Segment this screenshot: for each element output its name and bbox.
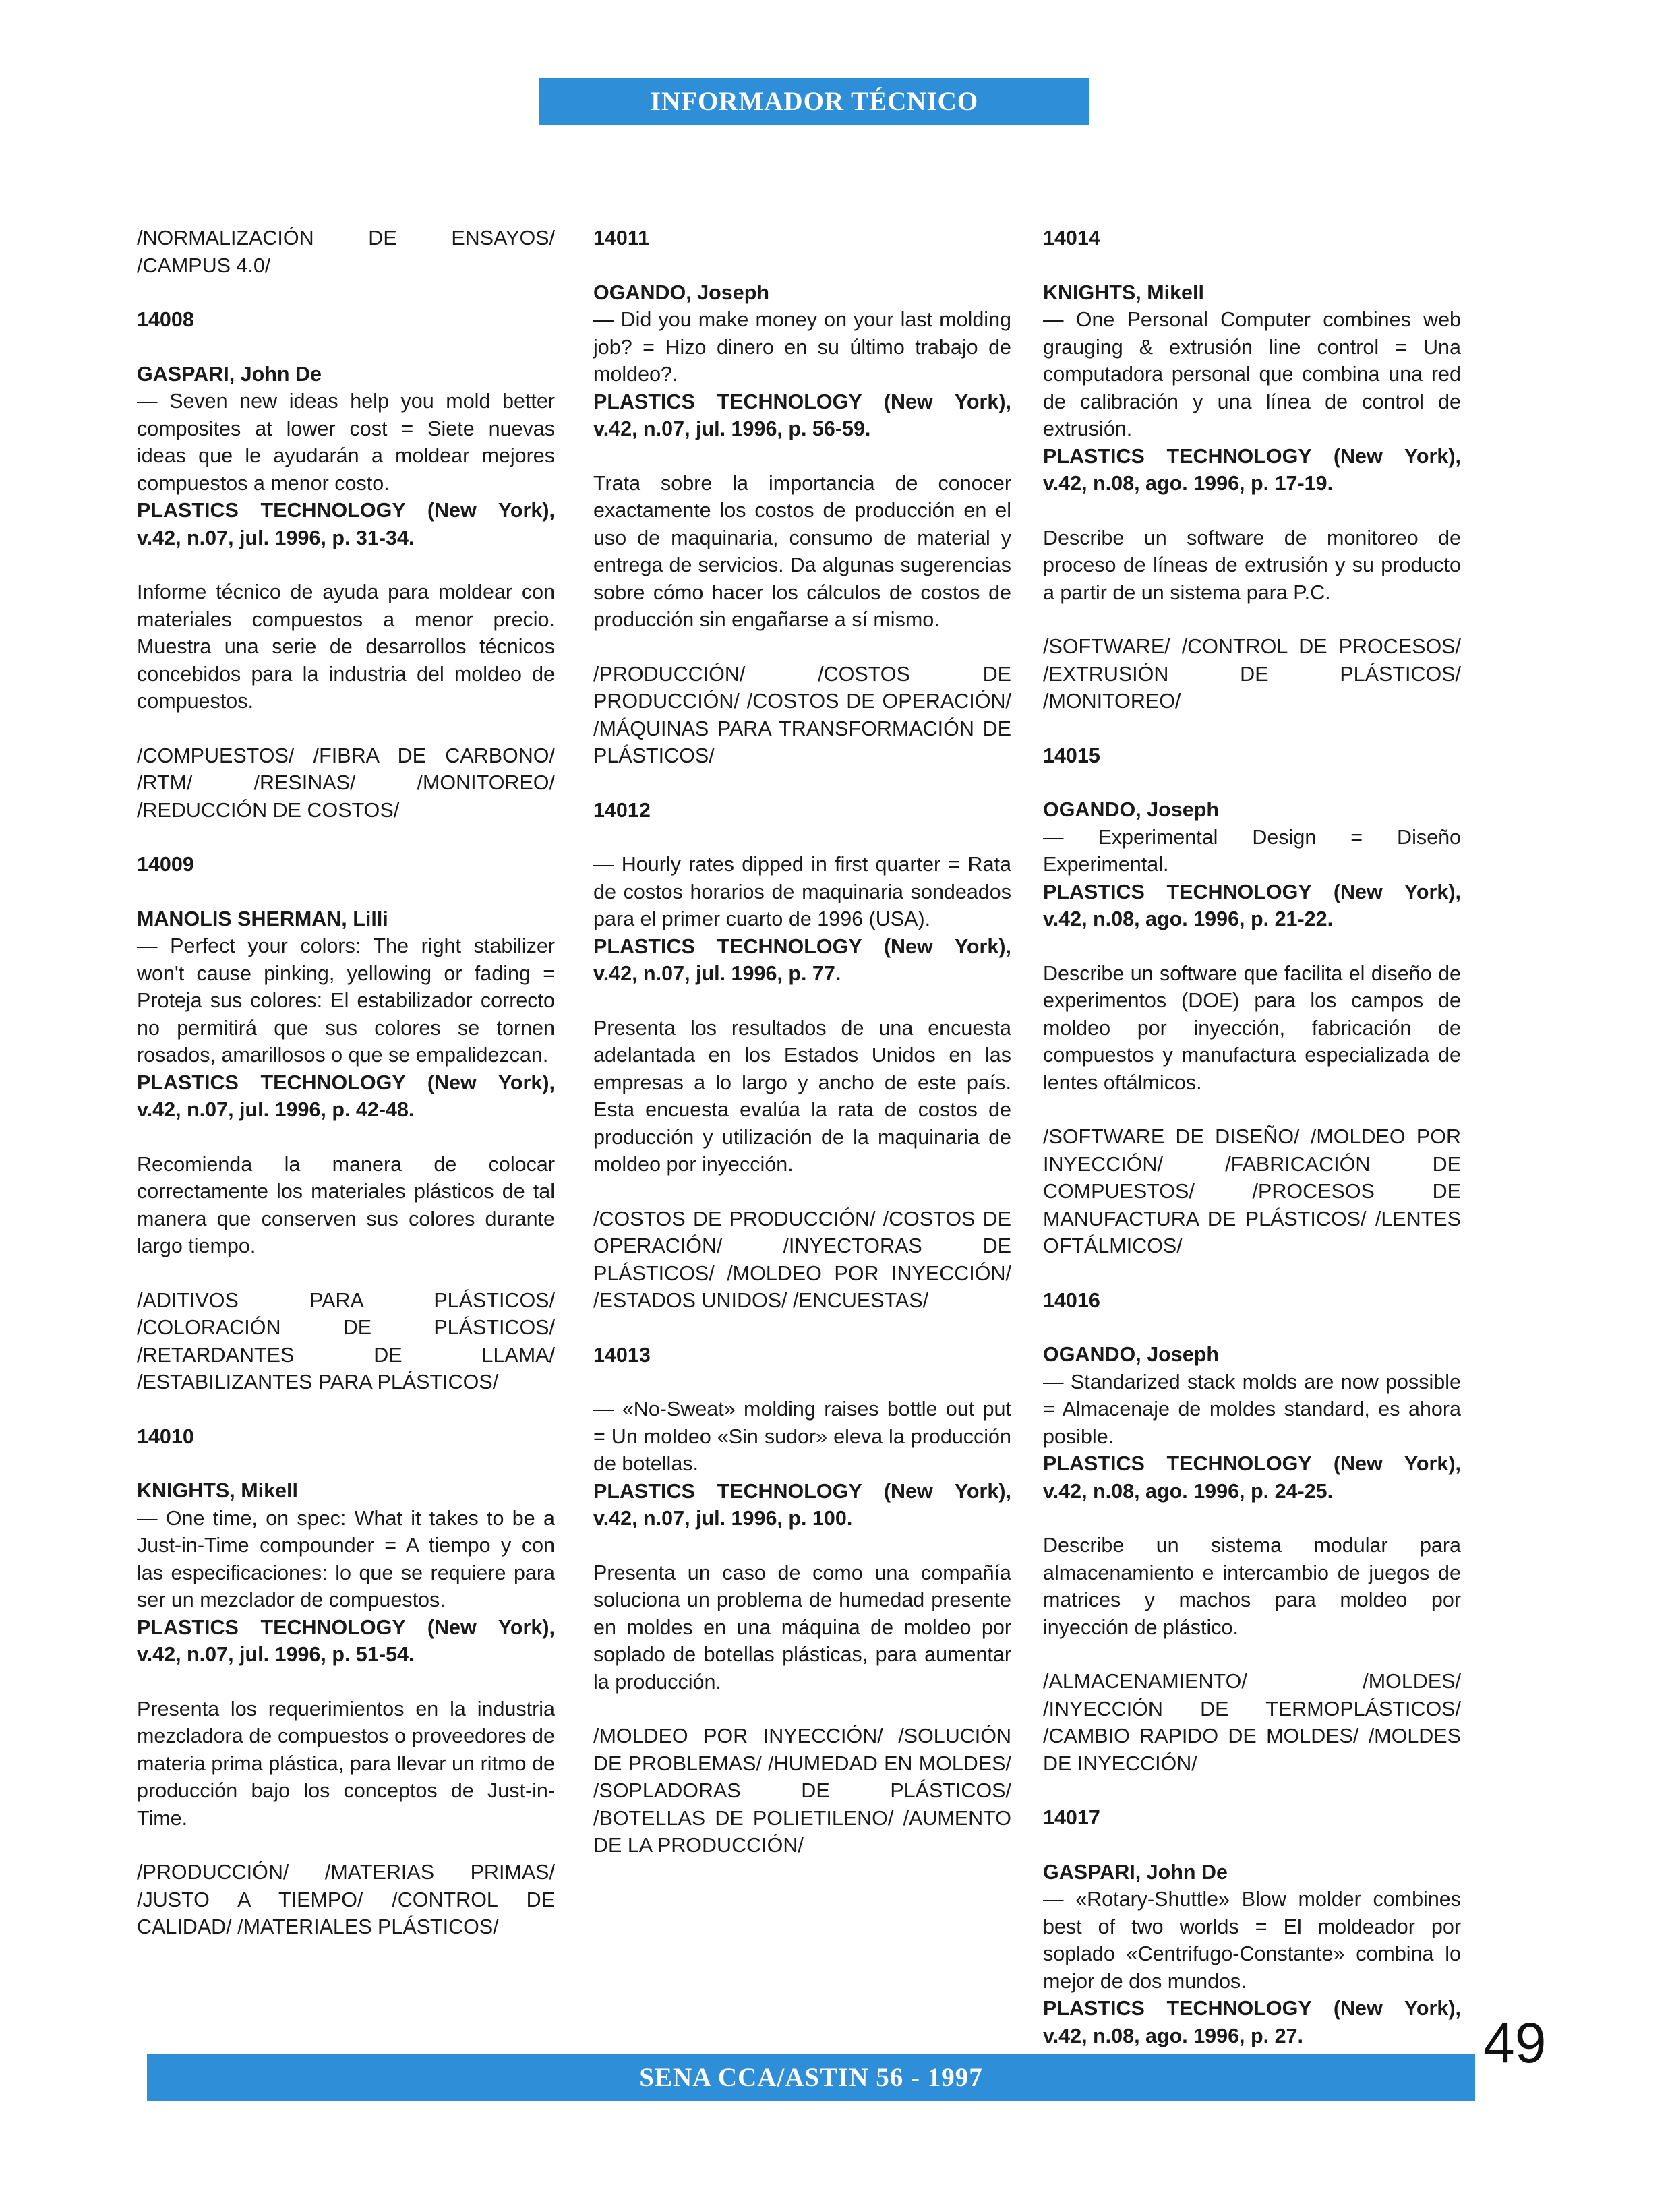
entry-title: — Standarized stack molds are now possible = Almacenaje de moldes standard, es ahora posible. — [1043, 1370, 1461, 1448]
entry-author: KNIGHTS, Mikell — [137, 1479, 298, 1502]
entry-number: 14009 — [137, 853, 194, 876]
entry-number: 14008 — [137, 308, 194, 331]
entry-title: — Did you make money on your last molding job? = Hizo dinero en su último trabajo de moldeo?. — [593, 308, 1011, 386]
entry-keywords: /PRODUCCIÓN/ /COSTOS DE PRODUCCIÓN/ /COSTOS DE OPERACIÓN/ /MÁQUINAS PARA TRANSFORMACIÓN DE PLÁSTICOS/ — [593, 662, 1011, 767]
entry-author: OGANDO, Joseph — [1043, 1343, 1219, 1366]
entry-abstract: Presenta un caso de como una compañía soluciona un problema de humedad presente en moldes en una máquina de moldeo por soplado de botellas plásticas, para aumentar la producción. — [593, 1561, 1011, 1694]
entry-abstract: Describe un software de monitoreo de proceso de líneas de extrusión y su producto a partir de un sistema para P.C. — [1043, 526, 1461, 604]
abstract-entry — [593, 225, 1011, 770]
column-middle — [593, 225, 1011, 1886]
entry-title: — Seven new ideas help you mold better composites at lower cost = Siete nuevas ideas que le ayudarán a moldear mejores compuestos a menor costo. — [137, 390, 555, 495]
entry-keywords: /PRODUCCIÓN/ /MATERIAS PRIMAS/ /JUSTO A TIEMPO/ /CONTROL DE CALIDAD/ /MATERIALES PLÁSTICOS/ — [137, 1861, 555, 1938]
entry-number: 14013 — [593, 1343, 651, 1367]
entry-keywords: /COMPUESTOS/ /FIBRA DE CARBONO/ /RTM/ /RESINAS/ /MONITOREO/ /REDUCCIÓN DE COSTOS/ — [137, 744, 555, 822]
entry-author: GASPARI, John De — [1043, 1860, 1228, 1884]
column-right — [1043, 225, 1461, 2076]
entry-number: 14017 — [1043, 1806, 1100, 1829]
entry-abstract: Describe un sistema modular para almacenamiento e intercambio de juegos de matrices y machos para moldeo por inyección de plástico. — [1043, 1534, 1461, 1639]
entry-title: — «Rotary-Shuttle» Blow molder combines best of two worlds = El moldeador por soplado «Centrifugo-Constante» combina lo mejor de dos mundos. — [1043, 1888, 1461, 1993]
entry-author: OGANDO, Joseph — [593, 280, 769, 304]
entry-abstract: Presenta los requerimientos en la industria mezcladora de compuestos o proveedores de materia prima plástica, para llevar un ritmo de producción bajo los conceptos de Just-in-Time. — [137, 1697, 555, 1830]
abstract-entry — [137, 1423, 555, 1941]
entry-keywords: /SOFTWARE DE DISEÑO/ /MOLDEO POR INYECCIÓN/ /FABRICACIÓN DE COMPUESTOS/ /PROCESOS DE MANUFACTURA DE PLÁSTICOS/ /LENTES OFTÁLMICOS/ — [1043, 1125, 1461, 1257]
abstract-entry — [593, 1342, 1011, 1859]
entry-title: — One Personal Computer combines web grauging & extrusión line control = Una computadora personal que combina una red de calibración y una línea de control de extrusión. — [1043, 308, 1461, 440]
entry-citation: PLASTICS TECHNOLOGY (New York), v.42, n.07, jul. 1996, p. 31-34. — [137, 499, 555, 549]
section-header: INFORMADOR TÉCNICO — [539, 78, 1089, 125]
entry-citation: PLASTICS TECHNOLOGY (New York), v.42, n.08, ago. 1996, p. 24-25. — [1043, 1452, 1461, 1503]
entry-abstract: Describe un software que facilita el diseño de experimentos (DOE) para los campos de moldeo por inyección, fabricación de compuestos y manufactura especializada de lentes oftálmicos. — [1043, 961, 1461, 1094]
entry-citation: PLASTICS TECHNOLOGY (New York), v.42, n.08, ago. 1996, p. 27. — [1043, 1997, 1461, 2047]
entry-author: GASPARI, John De — [137, 362, 322, 386]
continued-keywords: /NORMALIZACIÓN DE ENSAYOS/ /CAMPUS 4.0/ — [137, 227, 555, 277]
entry-number: 14012 — [593, 798, 651, 822]
abstract-entry — [1043, 225, 1461, 715]
entry-citation: PLASTICS TECHNOLOGY (New York), v.42, n.08, ago. 1996, p. 17-19. — [1043, 444, 1461, 495]
entry-citation: PLASTICS TECHNOLOGY (New York), v.42, n.07, jul. 1996, p. 42-48. — [137, 1071, 555, 1121]
entry-author: OGANDO, Joseph — [1043, 798, 1219, 821]
entry-keywords: /ADITIVOS PARA PLÁSTICOS/ /COLORACIÓN DE PLÁSTICOS/ /RETARDANTES DE LLAMA/ /ESTABILIZANTES PARA PLÁSTICOS/ — [137, 1288, 555, 1394]
entry-number: 14014 — [1043, 227, 1100, 249]
entry-title: — Hourly rates dipped in first quarter = Rata de costos horarios de maquinaria sondeados para el primer cuarto de 1996 (USA). — [593, 853, 1011, 930]
abstract-entry — [1043, 1287, 1461, 1778]
entry-citation: PLASTICS TECHNOLOGY (New York), v.42, n.07, jul. 1996, p. 77. — [593, 934, 1011, 985]
entry-abstract: Recomienda la manera de colocar correctamente los materiales plásticos de tal manera que conserven sus colores durante largo tiempo. — [137, 1152, 555, 1257]
abstract-entry — [593, 797, 1011, 1315]
abstract-entry — [137, 306, 555, 824]
abstract-entry — [1043, 742, 1461, 1260]
entry-abstract: Informe técnico de ayuda para moldear con materiales compuestos a menor precio. Muestra una serie de desarrollos técnicos concebidos para la industria del moldeo de compuestos. — [137, 580, 555, 713]
entry-title: — Experimental Design = Diseño Experimental. — [1043, 825, 1461, 876]
entry-citation: PLASTICS TECHNOLOGY (New York), v.42, n.07, jul. 1996, p. 56-59. — [593, 390, 1011, 440]
entry-keywords: /COSTOS DE PRODUCCIÓN/ /COSTOS DE OPERACIÓN/ /INYECTORAS DE PLÁSTICOS/ /MOLDEO POR INYECCIÓN/ /ESTADOS UNIDOS/ /ENCUESTAS/ — [593, 1207, 1011, 1312]
entry-title: — «No-Sweat» molding raises bottle out put = Un moldeo «Sin sudor» eleva la producción de botellas. — [593, 1398, 1011, 1475]
entry-number: 14016 — [1043, 1288, 1100, 1312]
entry-abstract: Presenta los resultados de una encuesta adelantada en los Estados Unidos en las empresas a lo largo y ancho de este país. Esta encuesta evalúa la rata de costos de producción y utilización de la maquinaria de moldeo por inyección. — [593, 1016, 1011, 1176]
column-left — [137, 225, 555, 1968]
entry-abstract: Trata sobre la importancia de conocer exactamente los costos de producción en el uso de maquinaria, consumo de material y entrega de servicios. Da algunas sugerencias sobre cómo hacer los cálculos de costos de producción sin engañarse a sí mismo. — [593, 471, 1011, 631]
entry-number: 14010 — [137, 1425, 194, 1448]
entry-author: MANOLIS SHERMAN, Lilli — [137, 907, 388, 930]
entry-author: KNIGHTS, Mikell — [1043, 280, 1204, 304]
publication-footer: SENA CCA/ASTIN 56 - 1997 — [147, 2054, 1475, 2101]
entry-title: — One time, on spec: What it takes to be a Just-in-Time compounder = A tiempo y con las especificaciones: lo que se requiere para ser un mezclador de compuestos. — [137, 1506, 555, 1611]
entry-keywords: /MOLDEO POR INYECCIÓN/ /SOLUCIÓN DE PROBLEMAS/ /HUMEDAD EN MOLDES/ /SOPLADORAS DE PLÁSTICOS/ /BOTELLAS DE POLIETILENO/ /AUMENTO DE LA PRODUCCIÓN/ — [593, 1725, 1011, 1857]
abstract-entry — [1043, 1804, 1461, 2050]
entry-number: 14015 — [1043, 744, 1100, 767]
entry-number: 14011 — [593, 227, 650, 249]
abstract-entry — [137, 851, 555, 1396]
entry-citation: PLASTICS TECHNOLOGY (New York), v.42, n.08, ago. 1996, p. 21-22. — [1043, 880, 1461, 930]
entry-title: — Perfect your colors: The right stabilizer won't cause pinking, yellowing or fading = Proteja sus colores: El estabilizador correcto no permitirá que sus colores se tornen rosados, amarillosos o que se empalidezcan. — [137, 934, 555, 1067]
entry-citation: PLASTICS TECHNOLOGY (New York), v.42, n.07, jul. 1996, p. 51-54. — [137, 1615, 555, 1666]
entry-keywords: /SOFTWARE/ /CONTROL DE PROCESOS/ /EXTRUSIÓN DE PLÁSTICOS/ /MONITOREO/ — [1043, 635, 1461, 713]
page-number: 49 — [1483, 2011, 1547, 2074]
entry-citation: PLASTICS TECHNOLOGY (New York), v.42, n.07, jul. 1996, p. 100. — [593, 1479, 1011, 1530]
entry-keywords: /ALMACENAMIENTO/ /MOLDES/ /INYECCIÓN DE TERMOPLÁSTICOS/ /CAMBIO RAPIDO DE MOLDES/ /MOLDES DE INYECCIÓN/ — [1043, 1670, 1461, 1775]
